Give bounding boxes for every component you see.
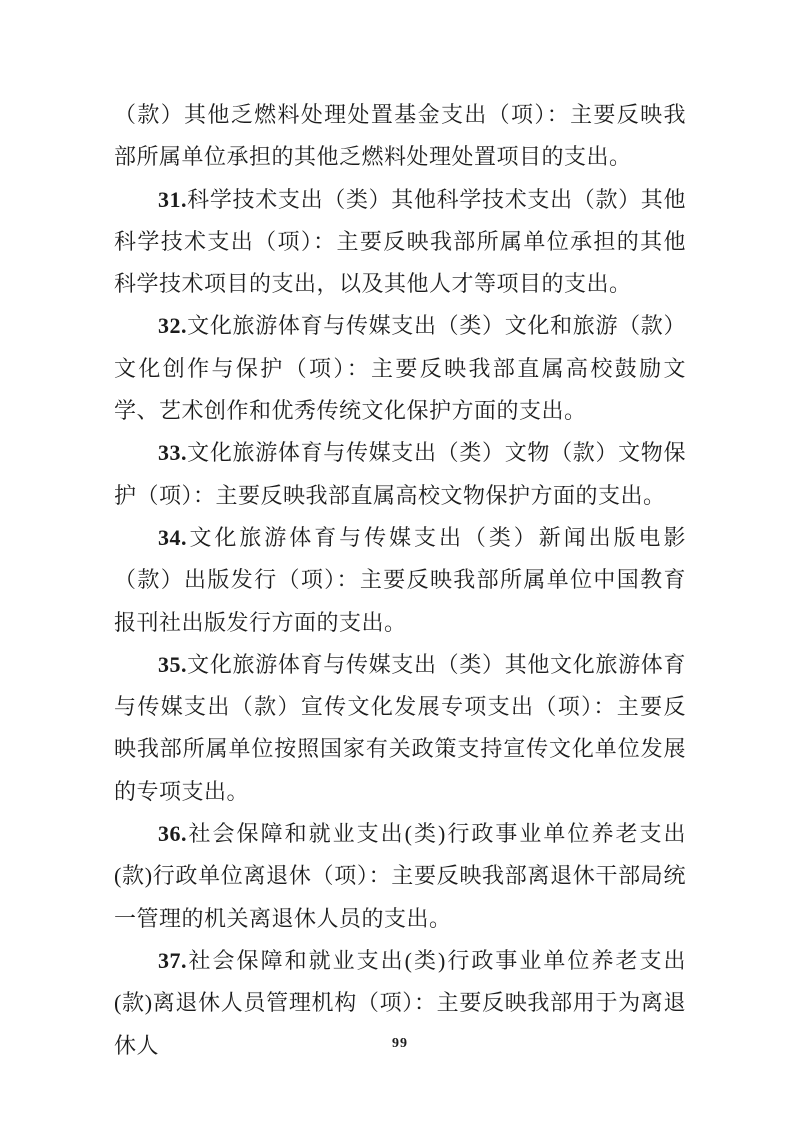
item-number: 31. [158, 186, 187, 212]
page-number: 99 [392, 1036, 408, 1051]
paragraph-text: 科学技术支出（类）其他科学技术支出（款）其他科学技术支出（项）：主要反映我部所属单位承担的其他科学技术项目的支出，以及其他人才等项目的支出。 [114, 186, 686, 297]
paragraph-item-34 [114, 517, 686, 644]
paragraph-item-31 [114, 179, 686, 306]
paragraph-text: 社会保障和就业支出(类)行政事业单位养老支出(款)行政单位离退休（项）：主要反映我部离退休干部局统一管理的机关离退休人员的支出。 [114, 821, 686, 931]
item-number: 32. [158, 313, 187, 339]
paragraph-text: 文化旅游体育与传媒支出（类）新闻出版电影（款）出版发行（项）：主要反映我部所属单位中国教育报刊社出版发行方面的支出。 [114, 524, 686, 635]
item-number: 33. [158, 440, 187, 466]
item-number: 34. [158, 524, 187, 550]
item-number: 36. [158, 821, 187, 847]
paragraph-item-35 [114, 644, 686, 813]
paragraph-text: 文化旅游体育与传媒支出（类）其他文化旅游体育与传媒支出（款）宣传文化发展专项支出（项）：主要反映我部所属单位按照国家有关政策支持宣传文化单位发展的专项支出。 [114, 651, 686, 804]
paragraph-text: 文化旅游体育与传媒支出（类）文物（款）文物保护（项）：主要反映我部直属高校文物保护方面的支出。 [114, 440, 686, 508]
paragraph-item-33 [114, 432, 686, 517]
item-number: 35. [158, 651, 187, 677]
paragraph-continuation [114, 94, 686, 179]
page-footer [0, 1034, 800, 1052]
paragraph-text: 文化旅游体育与传媒支出（类）文化和旅游（款）文化创作与保护（项）：主要反映我部直属高校鼓励文学、艺术创作和优秀传统文化保护方面的支出。 [114, 313, 686, 424]
paragraph-item-32 [114, 305, 686, 432]
paragraph-text: 社会保障和就业支出(类)行政事业单位养老支出(款)离退休人员管理机构（项）：主要反映我部用于为离退休人 [114, 947, 686, 1058]
document-body [114, 94, 686, 1067]
paragraph-text: （款）其他乏燃料处理处置基金支出（项）：主要反映我部所属单位承担的其他乏燃料处理处置项目的支出。 [114, 102, 686, 170]
paragraph-item-36 [114, 813, 686, 940]
item-number: 37. [158, 947, 187, 973]
